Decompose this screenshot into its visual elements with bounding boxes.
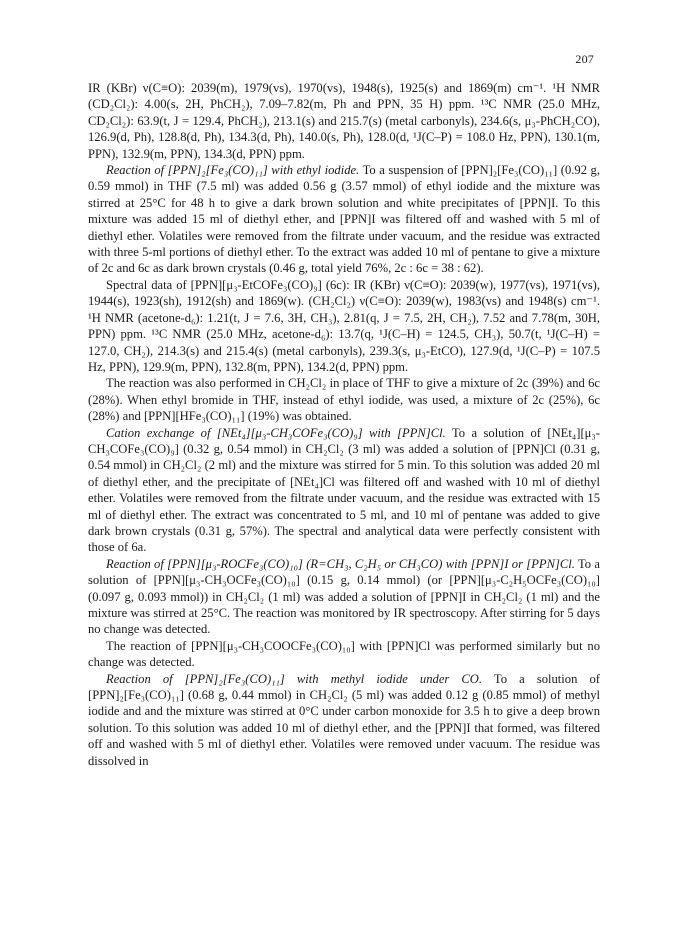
body-text [88,80,600,769]
page-number: 207 [575,52,594,66]
paragraph-text: Spectral data of [PPN][μ₃-EtCOFe₃(CO)₉] (6c): IR (KBr) ν(C≡O): 2039(w), 1977(vs), 1971(vs), 1944(s), 1923(sh), 1912(sh) and 1869(w). (CH₂Cl₂) ν(C≡O): 2039(w), 1983(vs) and 1948(s) cm⁻¹. ¹H NMR (acetone-d₆): 1.21(t, J = 7.6, 3H, CH₃), 2.81(q, J = 7.5, 2H, CH₂), 7.52 and 7.78(m, 30H, PPN) ppm. ¹³C NMR (25.0 MHz, acetone-d₆): 13.7(q, ¹J(C–H) = 124.5, CH₃), 50.7(t, ¹J(C–H) = 127.0, CH₂), 214.3(s) and 215.4(s) (metal carbonyls), 239.3(s, μ₃-EtCO), 127.9(d, ¹J(C–P) = 107.5 Hz, PPN), 129.9(m, PPN), 132.8(m, PPN), 134.2(d, PPN) ppm. [88,277,600,374]
paragraph-text: To a solution of [PPN]₂[Fe₃(CO)₁₁] (0.68 g, 0.44 mmol) in CH₂Cl₂ (5 ml) was added 0.12 g (0.85 mmol) of methyl iodide and and the mixture was stirred at 0°C under carbon monoxide for 3.5 h to give a deep brown solution. To this solution was added 10 ml of diethyl ether, and the [PPN]I that formed, was filtered off and washed with 5 ml of diethyl ether. Volatiles were removed under vacuum. The residue was dissolved in [88,671,600,768]
paragraph-heading: Reaction of [PPN]₂[Fe₃(CO)₁₁] with ethyl iodide. [106,163,360,178]
paragraph-ethyl-iodide-reaction [88,162,600,277]
paragraph-text: The reaction of [PPN][μ₃-CH₃COOCFe₃(CO)₁₀] with [PPN]Cl was performed similarly but no change was detected. [88,638,600,670]
paragraph-heading: Reaction of [PPN][μ₃-ROCFe₃(CO)₁₀] (R=CH₃, C₂H₅ or CH₃CO) with [PPN]I or [PPN]Cl. [106,556,575,571]
paragraph-ch2cl2-variant [88,375,600,424]
paragraph-text: To a suspension of [PPN]₂[Fe₃(CO)₁₁] (0.92 g, 0.59 mmol) in THF (7.5 ml) was added 0.56 g (3.57 mmol) of ethyl iodide and the mixture was stirred at 25°C for 48 h to give a dark brown solution and white precipitates of [PPN]I. To this mixture was added 15 ml of diethyl ether, and [PPN]I was filtered off and washed with 5 ml of diethyl ether. Volatiles were removed from the filtrate under vacuum, and the residue was extracted with three 5-ml portions of diethyl ether. To the extract was added 10 ml of pentane to give a mixture of 2c and 6c as dark brown crystals (0.46 g, total yield 76%, 2c : 6c = 38 : 62). [88,163,600,276]
paragraph-nmr-data [88,80,600,162]
paragraph-roc-reaction [88,556,600,638]
paragraph-text: To a solution of [NEt₄][μ₃-CH₃COFe₃(CO)₉] (0.32 g, 0.54 mmol) in CH₂Cl₂ (3 ml) was added a solution of [PPN]Cl (0.31 g, 0.54 mmol) in CH₂Cl₂ (2 ml) and the mixture was stirred for 5 min. To this solution was added 20 ml of diethyl ether, and the precipitate of [NEt₄]Cl was filtered off and washed with 10 ml of diethyl ether. Volatiles were removed from the filtrate under vacuum, and the residue was extracted with 15 ml of diethyl ether. The extract was concentrated to 5 ml, and 10 ml of pentane was added to give dark brown crystals (0.31 g, 57%). The spectral and analytical data were perfectly consistent with those of 6a. [88,425,600,555]
paragraph-methyl-iodide-co [88,671,600,769]
paragraph-text: To a solution of [PPN][μ₃-CH₃OCFe₃(CO)₁₀] (0.15 g, 0.14 mmol) (or [PPN][μ₃-C₂H₅OCFe₃(CO)₁₀] (0.097 g, 0.093 mmol)) in CH₂Cl₂ (1 ml) was added a solution of [PPN]I in CH₂Cl₂ (1 ml) and the mixture was stirred at 25°C. The reaction was monitored by IR spectroscopy. After stirring for 5 days no change was detected. [88,556,600,637]
paragraph-pppncl-reaction [88,638,600,671]
paragraph-spectral-data-6c [88,277,600,375]
paragraph-cation-exchange [88,425,600,556]
paragraph-text: IR (KBr) ν(C≡O): 2039(m), 1979(vs), 1970(vs), 1948(s), 1925(s) and 1869(m) cm⁻¹. ¹H NMR (CD₂Cl₂): 4.00(s, 2H, PhCH₂), 7.09–7.82(m, Ph and PPN, 35 H) ppm. ¹³C NMR (25.0 MHz, CD₂Cl₂): 63.9(t, J = 129.4, PhCH₂), 213.1(s) and 215.7(s) (metal carbonyls), 234.6(s, μ₃-PhCH₂CO), 126.9(d, Ph), 128.8(d, Ph), 134.3(d, Ph), 140.0(s, Ph), 128.0(d, ¹J(C–P) = 108.0 Hz, PPN), 130.1(m, PPN), 132.9(m, PPN), 134.3(d, PPN) ppm. [88,81,600,161]
paragraph-heading: Reaction of [PPN]₂[Fe₃(CO)₁₁] with methyl iodide under CO. [106,671,483,686]
paragraph-text: The reaction was also performed in CH₂Cl₂ in place of THF to give a mixture of 2c (39%) and 6c (28%). When ethyl bromide in THF, instead of ethyl iodide, was used, a mixture of 2c (25%), 6c (28%) and [PPN][HFe₃(CO)₁₁] (19%) was obtained. [88,376,600,424]
paragraph-heading: Cation exchange of [NEt₄][μ₃-CH₃COFe₃(CO)₉] with [PPN]Cl. [106,425,446,440]
